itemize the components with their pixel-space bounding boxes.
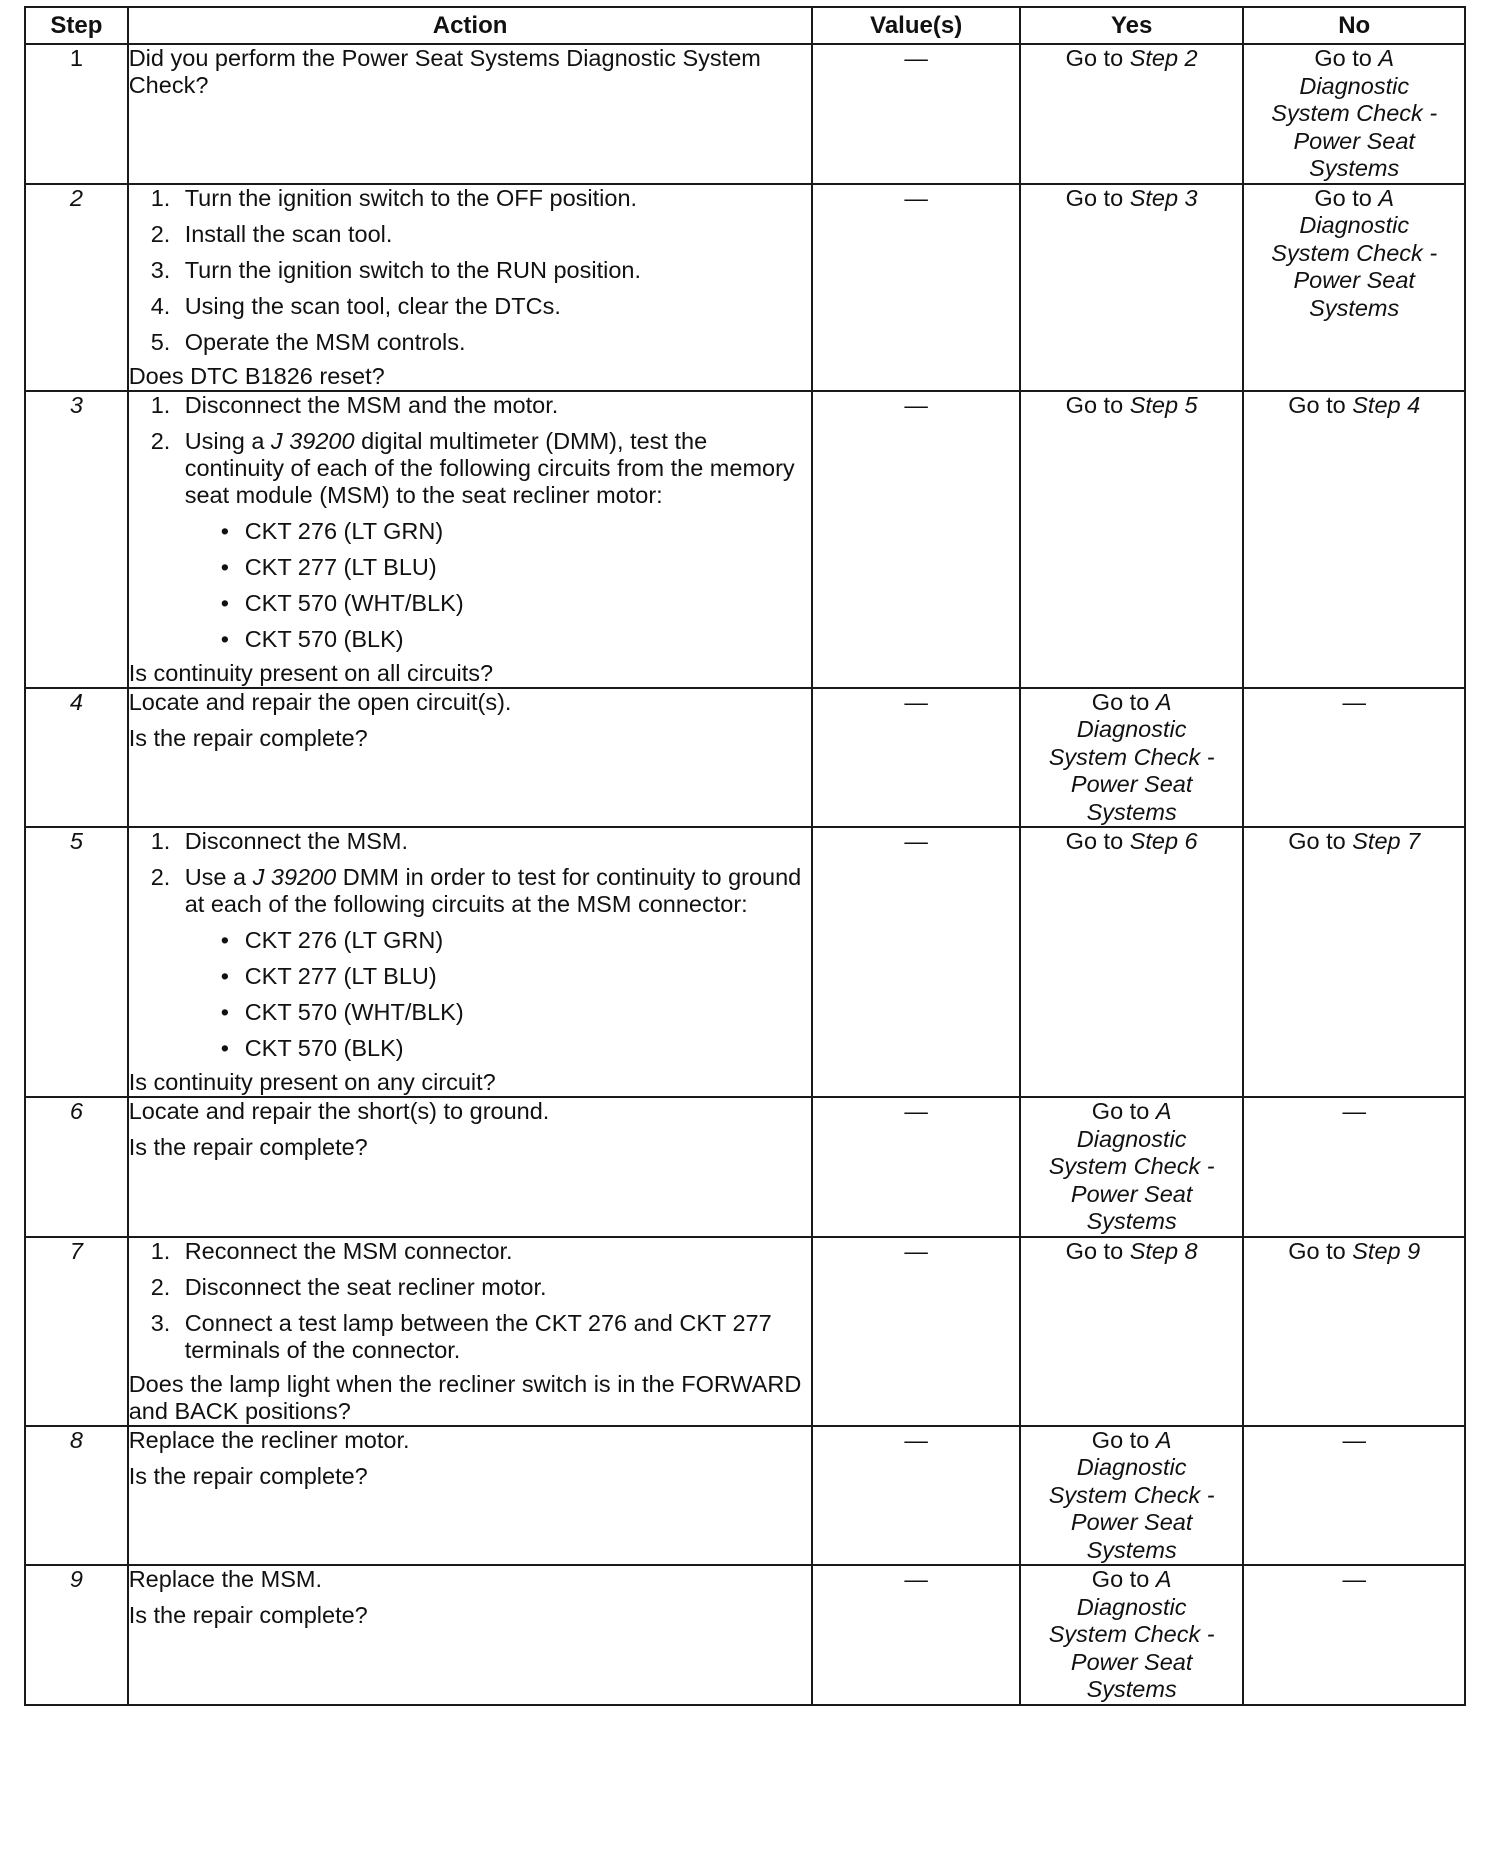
diag-check-line: System Check - bbox=[1271, 239, 1438, 266]
step-number: 3 bbox=[25, 391, 128, 688]
value-cell: — bbox=[812, 391, 1019, 688]
diag-check-line: System Check - bbox=[1048, 1621, 1215, 1647]
diag-check-line: Diagnostic bbox=[1076, 716, 1187, 742]
action-question: Is the repair complete? bbox=[128, 724, 368, 751]
diag-check-line: Power Seat bbox=[1070, 1648, 1193, 1675]
procedure-item: 5. Operate the MSM controls. bbox=[150, 328, 466, 355]
step-number: 8 bbox=[25, 1426, 128, 1566]
procedure-item: 2. Disconnect the seat recliner motor. bbox=[150, 1273, 547, 1300]
action-question: Is continuity present on all circuits? bbox=[128, 659, 494, 686]
diag-check-line: Systems bbox=[1309, 155, 1400, 181]
procedure-item: 1. Turn the ignition switch to the OFF position. bbox=[150, 184, 638, 211]
value-cell: — bbox=[812, 827, 1019, 1097]
yes-cell bbox=[1020, 688, 1244, 828]
diag-check-line: Diagnostic bbox=[1299, 212, 1410, 238]
step-number: 5 bbox=[25, 827, 128, 1097]
diag-check-line: Systems bbox=[1086, 1536, 1177, 1563]
diag-check-line: Systems bbox=[1086, 1208, 1177, 1234]
yes-step-link[interactable]: Step 6 bbox=[1129, 828, 1198, 854]
step-number: 6 bbox=[25, 1097, 128, 1237]
yes-cell bbox=[1020, 184, 1244, 391]
diag-check-link[interactable] bbox=[1049, 1098, 1215, 1236]
go-to-text: Go to bbox=[1091, 1098, 1150, 1124]
no-cell: — bbox=[1243, 688, 1465, 828]
diag-check-line: Systems bbox=[1086, 1676, 1177, 1702]
action-cell bbox=[128, 391, 813, 688]
table-row bbox=[25, 1565, 1465, 1705]
step-number: 7 bbox=[25, 1237, 128, 1426]
procedure-item: 2. Install the scan tool. bbox=[150, 220, 393, 247]
diag-check-a: A bbox=[1155, 1426, 1172, 1453]
diag-check-line: Diagnostic bbox=[1299, 72, 1410, 99]
diag-check-line: System Check - bbox=[1048, 1481, 1215, 1508]
circuit-item: • CKT 570 (WHT/BLK) bbox=[220, 999, 464, 1025]
action-question: Is the repair complete? bbox=[128, 1462, 368, 1489]
procedure-item: 1. Disconnect the MSM and the motor. bbox=[150, 391, 559, 418]
no-cell bbox=[1243, 184, 1465, 391]
header-no: No bbox=[1243, 7, 1465, 44]
action-instruction: Replace the recliner motor. bbox=[128, 1426, 410, 1453]
action-question: Did you perform the Power Seat Systems Diagnostic System Check? bbox=[128, 45, 761, 98]
go-to-text: Go to bbox=[1091, 1566, 1150, 1592]
yes-step-link[interactable]: Step 5 bbox=[1129, 391, 1198, 418]
step-number: 1 bbox=[25, 44, 128, 184]
table-row bbox=[25, 184, 1465, 391]
tool-name: J 39200 bbox=[270, 427, 355, 454]
value-cell: — bbox=[812, 688, 1019, 828]
diag-check-line: Systems bbox=[1086, 798, 1177, 825]
diag-check-link[interactable] bbox=[1271, 45, 1437, 183]
procedure-item: 1. Reconnect the MSM connector. bbox=[150, 1237, 513, 1264]
diag-check-link[interactable] bbox=[1049, 1427, 1215, 1565]
action-instruction: Locate and repair the open circuit(s). bbox=[128, 688, 512, 715]
diag-check-a: A bbox=[1378, 45, 1395, 71]
yes-cell bbox=[1020, 1097, 1244, 1237]
action-question: Does the lamp light when the recliner switch is in the FORWARD and BACK positions? bbox=[128, 1370, 802, 1424]
action-cell bbox=[128, 1237, 813, 1426]
procedure-item: 3. Connect a test lamp between the CKT 276 and CKT 277 terminals of the connector. bbox=[150, 1309, 772, 1363]
table-row bbox=[25, 391, 1465, 688]
procedure-list bbox=[129, 185, 812, 356]
diag-check-line: Diagnostic bbox=[1076, 1593, 1187, 1620]
go-to-text: Go to bbox=[1288, 391, 1346, 418]
circuit-item: • CKT 570 (BLK) bbox=[220, 625, 404, 652]
yes-cell bbox=[1020, 1426, 1244, 1566]
action-cell bbox=[128, 184, 813, 391]
action-question: Does DTC B1826 reset? bbox=[128, 362, 385, 389]
action-cell bbox=[128, 44, 813, 184]
diag-check-link[interactable] bbox=[1049, 1566, 1215, 1704]
no-cell bbox=[1243, 827, 1465, 1097]
go-to-text: Go to bbox=[1314, 184, 1372, 211]
diag-check-line: System Check - bbox=[1048, 1153, 1215, 1179]
procedure-item: 2. Using a J 39200 digital multimeter (DMM), test the continuity of each of the following circuits from the memory seat module (MSM) to the seat recliner motor: • CKT 276 (LT GRN) • CKT 277 (LT BLU) • CKT 570 (WHT/BLK) • CKT 570 (BLK) bbox=[151, 428, 812, 653]
action-question: Is the repair complete? bbox=[128, 1134, 368, 1160]
action-cell bbox=[128, 1426, 813, 1566]
action-cell bbox=[128, 827, 813, 1097]
procedure-item: 1. Disconnect the MSM. bbox=[150, 828, 409, 854]
action-cell bbox=[128, 688, 813, 828]
yes-step-link[interactable]: Step 2 bbox=[1129, 45, 1198, 71]
go-to-text: Go to bbox=[1091, 1426, 1150, 1453]
value-cell: — bbox=[812, 44, 1019, 184]
yes-cell bbox=[1020, 1565, 1244, 1705]
diag-check-link[interactable] bbox=[1049, 689, 1215, 827]
no-step-link[interactable]: Step 4 bbox=[1352, 391, 1421, 418]
diag-check-line: Power Seat bbox=[1070, 1509, 1193, 1535]
no-cell: — bbox=[1243, 1097, 1465, 1237]
value-cell: — bbox=[812, 1565, 1019, 1705]
diag-check-a: A bbox=[1155, 1566, 1172, 1592]
diagnostic-table bbox=[24, 6, 1466, 1706]
step-number: 9 bbox=[25, 1565, 128, 1705]
yes-step-link[interactable]: Step 8 bbox=[1129, 1237, 1198, 1264]
no-step-link[interactable]: Step 7 bbox=[1352, 828, 1421, 854]
yes-cell bbox=[1020, 391, 1244, 688]
circuit-item: • CKT 276 (LT GRN) bbox=[220, 927, 444, 953]
no-cell: — bbox=[1243, 1426, 1465, 1566]
action-cell bbox=[128, 1565, 813, 1705]
tool-name: J 39200 bbox=[252, 864, 337, 890]
no-step-link[interactable]: Step 9 bbox=[1352, 1237, 1421, 1264]
table-row bbox=[25, 1237, 1465, 1426]
diag-check-line: Diagnostic bbox=[1076, 1125, 1187, 1152]
value-cell: — bbox=[812, 184, 1019, 391]
circuit-item: • CKT 570 (WHT/BLK) bbox=[220, 589, 464, 616]
yes-step-link[interactable]: Step 3 bbox=[1129, 184, 1198, 211]
circuit-item: • CKT 277 (LT BLU) bbox=[220, 553, 437, 580]
yes-cell bbox=[1020, 1237, 1244, 1426]
procedure-item: 4. Using the scan tool, clear the DTCs. bbox=[150, 292, 561, 319]
procedure-list bbox=[129, 392, 812, 653]
header-yes: Yes bbox=[1020, 7, 1244, 44]
diag-check-line: System Check - bbox=[1048, 743, 1215, 770]
go-to-text: Go to bbox=[1288, 1237, 1346, 1264]
go-to-text: Go to bbox=[1091, 688, 1150, 715]
table-row bbox=[25, 44, 1465, 184]
circuit-item: • CKT 570 (BLK) bbox=[220, 1035, 404, 1061]
go-to-text: Go to bbox=[1288, 828, 1346, 854]
header-value: Value(s) bbox=[812, 7, 1019, 44]
no-cell bbox=[1243, 391, 1465, 688]
action-instruction: Replace the MSM. bbox=[128, 1566, 323, 1592]
procedure-item: 3. Turn the ignition switch to the RUN position. bbox=[150, 256, 641, 283]
action-question: Is the repair complete? bbox=[128, 1602, 368, 1628]
no-cell: — bbox=[1243, 1565, 1465, 1705]
procedure-list bbox=[129, 1238, 812, 1364]
circuit-item: • CKT 276 (LT GRN) bbox=[220, 517, 444, 544]
circuit-list bbox=[185, 518, 812, 653]
table-row bbox=[25, 1426, 1465, 1566]
circuit-item: • CKT 277 (LT BLU) bbox=[220, 963, 437, 989]
header-action: Action bbox=[128, 7, 813, 44]
value-cell: — bbox=[812, 1426, 1019, 1566]
go-to-text: Go to bbox=[1065, 391, 1124, 418]
go-to-text: Go to bbox=[1065, 184, 1124, 211]
go-to-text: Go to bbox=[1065, 1237, 1124, 1264]
go-to-text: Go to bbox=[1065, 45, 1124, 71]
header-row bbox=[25, 7, 1465, 44]
diag-check-link[interactable] bbox=[1271, 185, 1437, 323]
diag-check-line: Diagnostic bbox=[1076, 1454, 1187, 1480]
no-cell bbox=[1243, 1237, 1465, 1426]
diag-check-line: Power Seat bbox=[1293, 267, 1415, 293]
table-row bbox=[25, 688, 1465, 828]
header-step: Step bbox=[25, 7, 128, 44]
procedure-list bbox=[129, 828, 812, 1062]
diag-check-line: Systems bbox=[1309, 294, 1400, 321]
value-cell: — bbox=[812, 1237, 1019, 1426]
yes-cell bbox=[1020, 44, 1244, 184]
diag-check-line: Power Seat bbox=[1293, 127, 1415, 154]
action-cell bbox=[128, 1097, 813, 1237]
diag-check-a: A bbox=[1378, 184, 1395, 211]
diag-check-line: Power Seat bbox=[1070, 1180, 1193, 1207]
go-to-text: Go to bbox=[1065, 828, 1124, 854]
table-row bbox=[25, 827, 1465, 1097]
circuit-list bbox=[185, 927, 812, 1062]
step-number: 2 bbox=[25, 184, 128, 391]
diag-check-line: Power Seat bbox=[1070, 771, 1193, 797]
action-question: Is continuity present on any circuit? bbox=[128, 1069, 496, 1095]
procedure-item: 2. Use a J 39200 DMM in order to test for continuity to ground at each of the following circuits at the MSM connector: • CKT 276 (LT GRN) • CKT 277 (LT BLU) • CKT 570 (WHT/BLK) • CKT 570 (BLK) bbox=[151, 864, 812, 1062]
diag-check-line: System Check - bbox=[1271, 100, 1438, 126]
value-cell: — bbox=[812, 1097, 1019, 1237]
diag-check-a: A bbox=[1155, 1098, 1172, 1124]
table-row bbox=[25, 1097, 1465, 1237]
diag-check-a: A bbox=[1155, 688, 1172, 715]
yes-cell bbox=[1020, 827, 1244, 1097]
step-number: 4 bbox=[25, 688, 128, 828]
go-to-text: Go to bbox=[1314, 45, 1372, 71]
no-cell bbox=[1243, 44, 1465, 184]
action-instruction: Locate and repair the short(s) to ground. bbox=[128, 1098, 550, 1124]
